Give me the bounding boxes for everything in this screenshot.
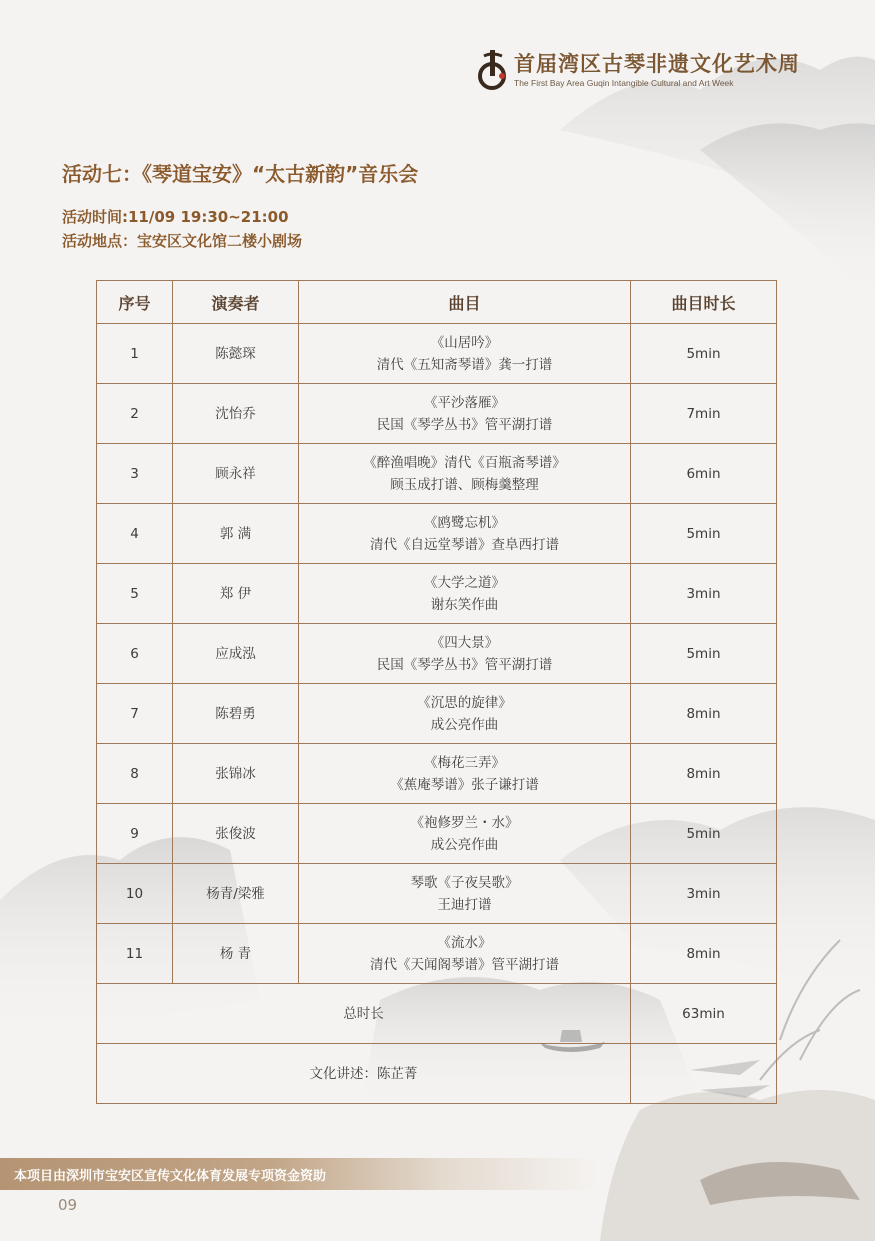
funding-text: 本项目由深圳市宝安区宣传文化体育发展专项资金资助	[14, 1169, 327, 1184]
piece-line: 《平沙落雁》	[424, 394, 505, 411]
table-row	[97, 624, 777, 684]
row-performer: 顾永祥	[173, 444, 299, 504]
table-header-row	[97, 281, 777, 324]
row-number: 11	[97, 924, 173, 984]
program-table-body	[97, 324, 777, 984]
row-performer: 张俊波	[173, 804, 299, 864]
piece-line: 《沉思的旋律》	[417, 694, 512, 711]
guqin-logo-icon	[478, 46, 512, 92]
header-performer: 演奏者	[173, 281, 299, 324]
activity-title: 活动七：《琴道宝安》“太古新韵”音乐会	[62, 162, 419, 186]
piece-line: 《鸥鹭忘机》	[424, 514, 505, 531]
table-row	[97, 684, 777, 744]
piece-line: 《流水》	[437, 934, 492, 951]
row-piece	[299, 924, 631, 984]
row-performer: 杨青/梁雅	[173, 864, 299, 924]
table-row	[97, 864, 777, 924]
row-performer: 郭 满	[173, 504, 299, 564]
row-piece	[299, 324, 631, 384]
row-number: 4	[97, 504, 173, 564]
row-performer: 郑 伊	[173, 564, 299, 624]
table-row	[97, 564, 777, 624]
row-performer: 陈懿琛	[173, 324, 299, 384]
piece-line: 《大学之道》	[424, 574, 505, 591]
row-number: 3	[97, 444, 173, 504]
piece-line: 清代《自远堂琴谱》查阜西打谱	[370, 536, 559, 553]
piece-line: 《山居吟》	[430, 334, 499, 351]
row-number: 10	[97, 864, 173, 924]
activity-place: 活动地点：宝安区文化馆二楼小剧场	[62, 232, 303, 250]
table-row	[97, 504, 777, 564]
row-duration: 5min	[631, 504, 777, 564]
row-number: 9	[97, 804, 173, 864]
table-row	[97, 804, 777, 864]
row-duration: 5min	[631, 624, 777, 684]
row-piece	[299, 384, 631, 444]
row-duration: 3min	[631, 564, 777, 624]
piece-line: 清代《天闻阁琴谱》管平湖打谱	[370, 956, 559, 973]
total-label: 总时长	[97, 984, 631, 1044]
table-row	[97, 924, 777, 984]
activity-time: 活动时间:11/09 19:30~21:00	[62, 208, 289, 226]
row-piece	[299, 864, 631, 924]
piece-line: 《醉渔唱晚》清代《百瓶斋琴谱》	[363, 454, 566, 471]
row-performer: 张锦冰	[173, 744, 299, 804]
row-duration: 8min	[631, 744, 777, 804]
piece-line: 谢东笑作曲	[430, 596, 499, 613]
total-row	[97, 984, 777, 1044]
page-number: 09	[58, 1196, 78, 1214]
table-row	[97, 744, 777, 804]
lecture-row	[97, 1044, 777, 1104]
row-number: 5	[97, 564, 173, 624]
piece-line: 顾玉成打谱、顾梅羹整理	[390, 476, 539, 493]
row-piece	[299, 564, 631, 624]
row-duration: 6min	[631, 444, 777, 504]
row-duration: 5min	[631, 804, 777, 864]
table-row	[97, 384, 777, 444]
festival-logo	[478, 46, 818, 96]
header-number: 序号	[97, 281, 173, 324]
piece-line: 清代《五知斋琴谱》龚一打谱	[376, 356, 553, 373]
row-performer: 应成泓	[173, 624, 299, 684]
row-number: 6	[97, 624, 173, 684]
piece-line: 琴歌《子夜吴歌》	[410, 874, 519, 891]
logo-subtitle: The First Bay Area Guqin Intangible Cultural and Art Week	[514, 78, 734, 88]
piece-line: 成公亮作曲	[430, 836, 499, 853]
piece-line: 《蕉庵琴谱》张子谦打谱	[390, 776, 539, 793]
row-piece	[299, 744, 631, 804]
piece-line: 民国《琴学丛书》管平湖打谱	[376, 416, 553, 433]
piece-line: 《袍修罗兰・水》	[410, 814, 519, 831]
row-piece	[299, 684, 631, 744]
row-duration: 3min	[631, 864, 777, 924]
row-piece	[299, 804, 631, 864]
piece-line: 民国《琴学丛书》管平湖打谱	[376, 656, 553, 673]
row-piece	[299, 504, 631, 564]
row-performer: 沈怡乔	[173, 384, 299, 444]
table-row	[97, 324, 777, 384]
piece-line: 王迪打谱	[437, 896, 492, 913]
row-duration: 7min	[631, 384, 777, 444]
row-number: 1	[97, 324, 173, 384]
row-piece	[299, 444, 631, 504]
row-number: 7	[97, 684, 173, 744]
lecture-value	[631, 1044, 777, 1104]
total-value: 63min	[631, 984, 777, 1044]
row-duration: 8min	[631, 924, 777, 984]
logo-title: 首届湾区古琴非遗文化艺术周	[514, 51, 800, 76]
header-duration: 曲目时长	[631, 281, 777, 324]
funding-banner	[0, 1158, 600, 1190]
table-row	[97, 444, 777, 504]
row-performer: 杨 青	[173, 924, 299, 984]
row-duration: 8min	[631, 684, 777, 744]
piece-line: 成公亮作曲	[430, 716, 499, 733]
row-number: 8	[97, 744, 173, 804]
header-piece: 曲目	[299, 281, 631, 324]
piece-line: 《梅花三弄》	[424, 754, 505, 771]
program-table	[96, 280, 777, 1104]
lecture-label: 文化讲述：陈芷菁	[97, 1044, 631, 1104]
row-number: 2	[97, 384, 173, 444]
row-piece	[299, 624, 631, 684]
piece-line: 《四大景》	[430, 634, 499, 651]
row-performer: 陈碧勇	[173, 684, 299, 744]
row-duration: 5min	[631, 324, 777, 384]
